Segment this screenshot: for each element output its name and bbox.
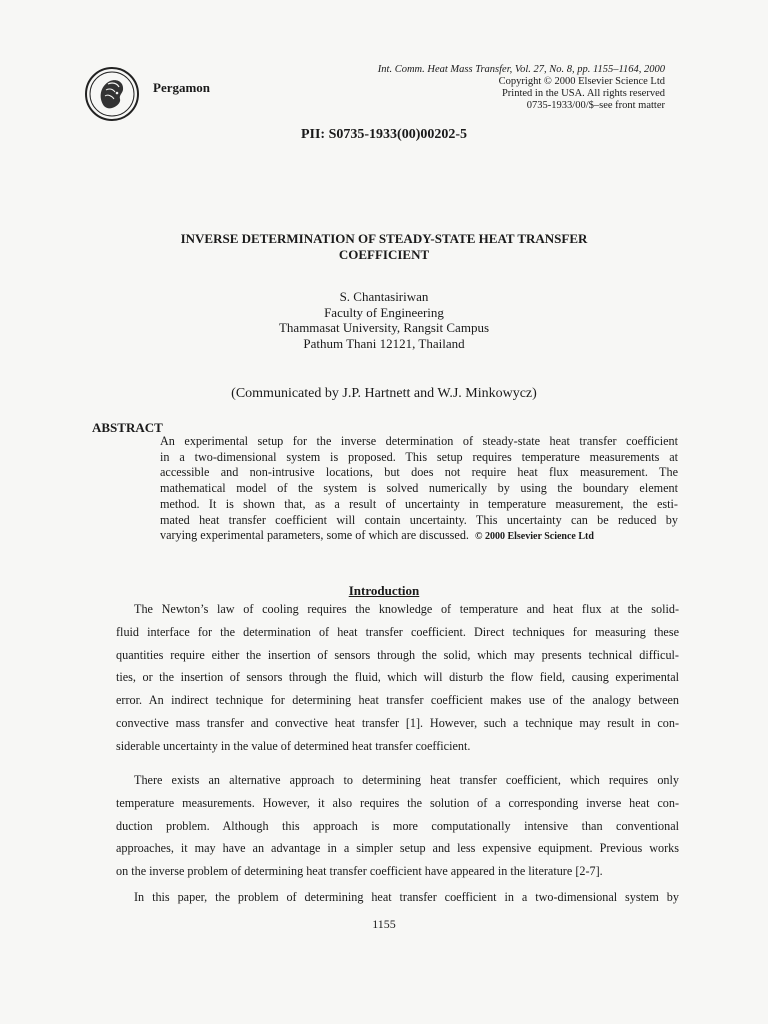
journal-citation-block bbox=[325, 64, 665, 112]
paragraph-line: ties, or the insertion of sensors through the fluid, which will disturb the flow field, causing experimental bbox=[116, 670, 679, 685]
paragraph-line: fluid interface for the determination of heat transfer coefficient. Direct techniques for measuring these bbox=[116, 624, 679, 639]
printed-line: Printed in the USA. All rights reserved bbox=[501, 88, 665, 99]
abstract-line: An experimental setup for the inverse determination of steady-state heat transfer coefficient bbox=[160, 434, 678, 448]
author-block bbox=[0, 289, 768, 351]
pii-identifier: PII: S0735-1933(00)00202-5 bbox=[300, 127, 468, 142]
paragraph-line: siderable uncertainty in the value of determined heat transfer coefficient. bbox=[116, 738, 471, 753]
copyright-line: Copyright © 2000 Elsevier Science Ltd bbox=[498, 76, 665, 87]
abstract-line: varying experimental parameters, some of which are discussed. bbox=[160, 528, 469, 543]
affiliation-line-1: Faculty of Engineering bbox=[324, 304, 444, 320]
abstract-copyright: © 2000 Elsevier Science Ltd bbox=[474, 531, 594, 543]
abstract-line: method. It is shown that, as a result of uncertainty in temperature measurement, the esti- bbox=[160, 496, 678, 511]
journal-citation: Int. Comm. Heat Mass Transfer, Vol. 27, No. 8, pp. 1155–1164, 2000 bbox=[377, 64, 665, 75]
publisher-seal-logo bbox=[84, 66, 140, 122]
author-name: S. Chantasiriwan bbox=[339, 289, 429, 304]
paragraph-line: approaches, it may have an advantage in a simpler setup and less expensive equipment. Previous works bbox=[116, 841, 679, 856]
paragraph-line: duction problem. Although this approach is more computationally intensive than conventional bbox=[116, 818, 679, 833]
paragraph-line: on the inverse problem of determining heat transfer coefficient have appeared in the literature [2-7]. bbox=[116, 864, 603, 879]
intro-paragraph-1 bbox=[116, 598, 679, 758]
title-line-1: INVERSE DETERMINATION OF STEADY-STATE HEAT TRANSFER bbox=[180, 231, 588, 246]
abstract-heading: ABSTRACT bbox=[92, 420, 163, 435]
paragraph-line: The Newton’s law of cooling requires the knowledge of temperature and heat flux at the solid- bbox=[134, 602, 679, 616]
paragraph-line: In this paper, the problem of determining heat transfer coefficient in a two-dimensional system by bbox=[134, 890, 679, 904]
article-title bbox=[150, 231, 618, 263]
affiliation-line-2: Thammasat University, Rangsit Campus bbox=[278, 320, 490, 335]
abstract-line: mated heat transfer coefficient will contain uncertainty. This uncertainty can be reduced by bbox=[160, 512, 678, 527]
section-heading-introduction: Introduction bbox=[348, 583, 420, 598]
publisher-name: Pergamon bbox=[153, 80, 211, 95]
abstract-last-line bbox=[160, 528, 678, 545]
intro-paragraph-2 bbox=[116, 769, 679, 883]
issn-line: 0735-1933/00/$–see front matter bbox=[526, 100, 665, 111]
abstract-line: in a two-dimensional system is proposed. This setup requires temperature measurements at bbox=[160, 449, 678, 464]
abstract-line: accessible and non-intrusive locations, but does not require heat flux measurement. The bbox=[160, 465, 678, 480]
paragraph-line: temperature measurements. However, it also requires the solution of a corresponding inverse heat con- bbox=[116, 795, 679, 810]
paragraph-line: There exists an alternative approach to determining heat transfer coefficient, which requires only bbox=[134, 773, 679, 787]
abstract-line: mathematical model of the system is solved numerically by using the boundary element bbox=[160, 481, 678, 496]
intro-paragraph-3 bbox=[116, 886, 679, 909]
communicated-by: (Communicated by J.P. Hartnett and W.J. Minkowycz) bbox=[231, 386, 537, 401]
paragraph-line: error. An indirect technique for determining heat transfer coefficient makes use of the analogy between bbox=[116, 693, 679, 708]
affiliation-line-3: Pathum Thani 12121, Thailand bbox=[303, 335, 465, 351]
paragraph-line: quantities require either the insertion of sensors through the solid, which may presents technical difficul- bbox=[116, 647, 679, 662]
title-line-2: COEFFICIENT bbox=[338, 247, 430, 262]
page-number: 1155 bbox=[372, 917, 396, 931]
paragraph-line: convective mass transfer and convective heat transfer [1]. However, such a technique may result in con- bbox=[116, 715, 679, 730]
abstract-text bbox=[160, 434, 678, 545]
